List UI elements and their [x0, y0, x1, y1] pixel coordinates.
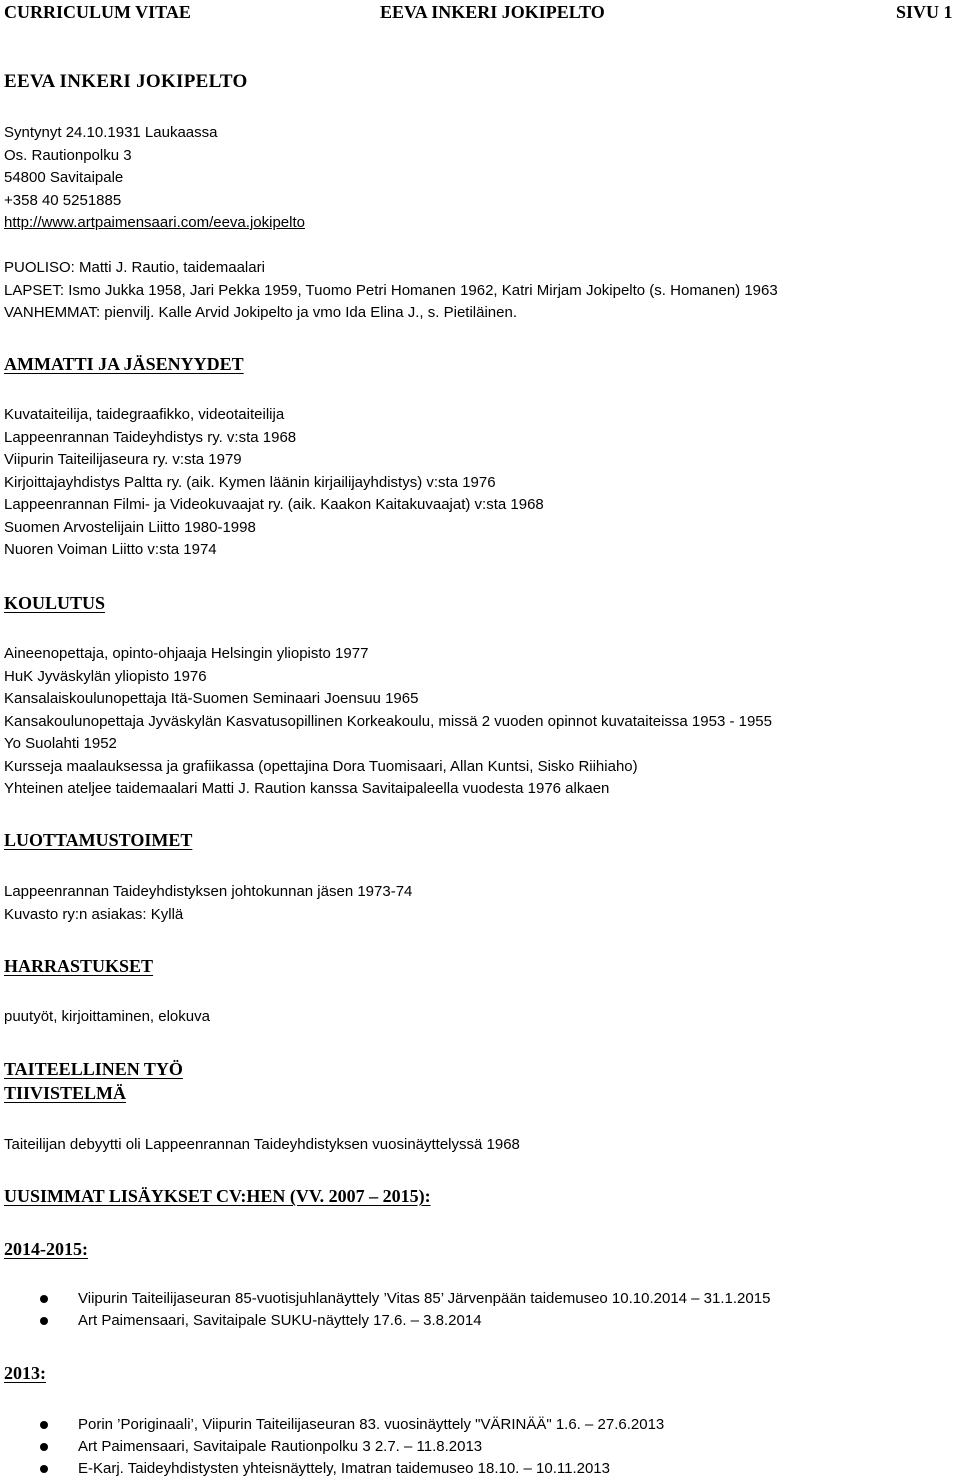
address-line-2: 54800 Savitaipale — [4, 169, 124, 186]
birth-line: Syntynyt 24.10.1931 Laukaassa — [4, 124, 218, 141]
profession-line: Nuoren Voiman Liitto v:sta 1974 — [4, 541, 217, 558]
education-line: Yhteinen ateljee taidemaalari Matti J. Raution kanssa Savitaipaleella vuodesta 1976 alkaen — [4, 780, 610, 797]
list-item — [40, 1414, 664, 1436]
trust-line: Kuvasto ry:n asiakas: Kyllä — [4, 905, 184, 923]
list-item-text: Art Paimensaari, Savitaipale SUKU-näyttely 17.6. – 3.8.2014 — [78, 1312, 482, 1329]
section-heading-trust-positions: LUOTTAMUSTOIMET — [4, 830, 193, 850]
profession-line: Suomen Arvostelijain Liitto 1980-1998 — [4, 518, 256, 536]
personal-details — [4, 122, 305, 235]
header-right-page-number: SIVU 1 — [896, 2, 953, 22]
section-heading-hobbies: HARRASTUKSET — [4, 956, 154, 976]
parents-line: VANHEMMAT: pienvilj. Kalle Arvid Jokipelto ja vmo Ida Elina J., s. Pietiläinen. — [4, 304, 517, 321]
address-line-1: Os. Rautionpolku 3 — [4, 146, 132, 164]
person-name-title: EEVA INKERI JOKIPELTO — [4, 71, 248, 92]
list-item-text: Viipurin Taiteilijaseuran 85-vuotisjuhlanäyttely ’Vitas 85’ Järvenpään taidemuseo 10.10.2014 – 31.1.2015 — [78, 1290, 771, 1307]
profession-line: Viipurin Taiteilijaseura ry. v:sta 1979 — [4, 451, 242, 468]
section-heading-summary: TIIVISTELMÄ — [4, 1083, 127, 1103]
bullet-icon — [40, 1295, 48, 1303]
education-line: Kansalaiskoulunopettaja Itä-Suomen Seminaari Joensuu 1965 — [4, 690, 419, 707]
list-item — [40, 1288, 770, 1310]
bullet-icon — [40, 1443, 48, 1451]
work-summary — [4, 1134, 520, 1157]
exhibitions-2013-list — [40, 1414, 664, 1480]
list-item-text: E-Karj. Taideyhdistysten yhteisnäyttely, Imatran taidemuseo 18.10. – 10.11.2013 — [78, 1460, 610, 1477]
profession-line: Lappeenrannan Filmi- ja Videokuvaajat ry. (aik. Kaakon Kaitakuvaajat) v:sta 1968 — [4, 496, 544, 513]
education-line: Kansakoulunopettaja Jyväskylän Kasvatusopillinen Korkeakoulu, missä 2 vuoden opinnot kuvataiteissa 1953 - 1955 — [4, 712, 772, 730]
section-heading-profession: AMMATTI JA JÄSENYYDET — [4, 354, 244, 374]
exhibitions-2014-2015-list — [40, 1288, 770, 1332]
trust-list — [4, 881, 412, 926]
phone-line: +358 40 5251885 — [4, 191, 122, 209]
year-heading-2014-2015: 2014-2015: — [4, 1239, 88, 1259]
section-heading-education: KOULUTUS — [4, 593, 106, 613]
children-line: LAPSET: Ismo Jukka 1958, Jari Pekka 1959, Tuomo Petri Homanen 1962, Katri Mirjam Jokipelto (s. Homanen) 1963 — [4, 281, 778, 299]
section-heading-artistic-work: TAITEELLINEN TYÖ — [4, 1059, 183, 1079]
year-heading-2013: 2013: — [4, 1363, 46, 1383]
work-summary-line: Taiteilijan debyytti oli Lappeenrannan Taideyhdistyksen vuosinäyttelyssä 1968 — [4, 1136, 520, 1153]
list-item — [40, 1310, 770, 1332]
list-item — [40, 1458, 664, 1480]
profession-list — [4, 404, 544, 562]
education-list — [4, 643, 772, 801]
spouse-line: PUOLISO: Matti J. Rautio, taidemaalari — [4, 259, 265, 276]
bullet-icon — [40, 1465, 48, 1473]
bullet-icon — [40, 1421, 48, 1429]
header-left: CURRICULUM VITAE — [4, 2, 191, 22]
section-heading-recent-additions: UUSIMMAT LISÄYKSET CV:HEN (VV. 2007 – 2015): — [4, 1186, 431, 1206]
profession-line: Lappeenrannan Taideyhdistys ry. v:sta 1968 — [4, 428, 297, 446]
hobbies-line: puutyöt, kirjoittaminen, elokuva — [4, 1008, 210, 1025]
bullet-icon — [40, 1317, 48, 1325]
list-item-text: Art Paimensaari, Savitaipale Rautionpolku 3 2.7. – 11.8.2013 — [78, 1438, 483, 1455]
website-link[interactable]: http://www.artpaimensaari.com/eeva.jokipelto — [4, 214, 305, 231]
education-line: HuK Jyväskylän yliopisto 1976 — [4, 667, 207, 685]
education-line: Kursseja maalauksessa ja grafiikassa (opettajina Dora Tuomisaari, Allan Kuntsi, Sisko Riihiaho) — [4, 757, 638, 775]
profession-line: Kuvataiteilija, taidegraafikko, videotaiteilija — [4, 406, 285, 423]
education-line: Yo Suolahti 1952 — [4, 735, 117, 752]
list-item — [40, 1436, 664, 1458]
list-item-text: Porin ’Poriginaali’, Viipurin Taiteilijaseuran 83. vuosinäyttely "VÄRINÄÄ" 1.6. – 27.6.2013 — [78, 1416, 665, 1433]
hobbies-list — [4, 1006, 210, 1029]
family-details — [4, 257, 778, 325]
trust-line: Lappeenrannan Taideyhdistyksen johtokunnan jäsen 1973-74 — [4, 883, 413, 900]
header-center: EEVA INKERI JOKIPELTO — [380, 2, 605, 22]
profession-line: Kirjoittajayhdistys Paltta ry. (aik. Kymen läänin kirjailijayhdistys) v:sta 1976 — [4, 473, 496, 491]
education-line: Aineenopettaja, opinto-ohjaaja Helsingin yliopisto 1977 — [4, 645, 369, 662]
